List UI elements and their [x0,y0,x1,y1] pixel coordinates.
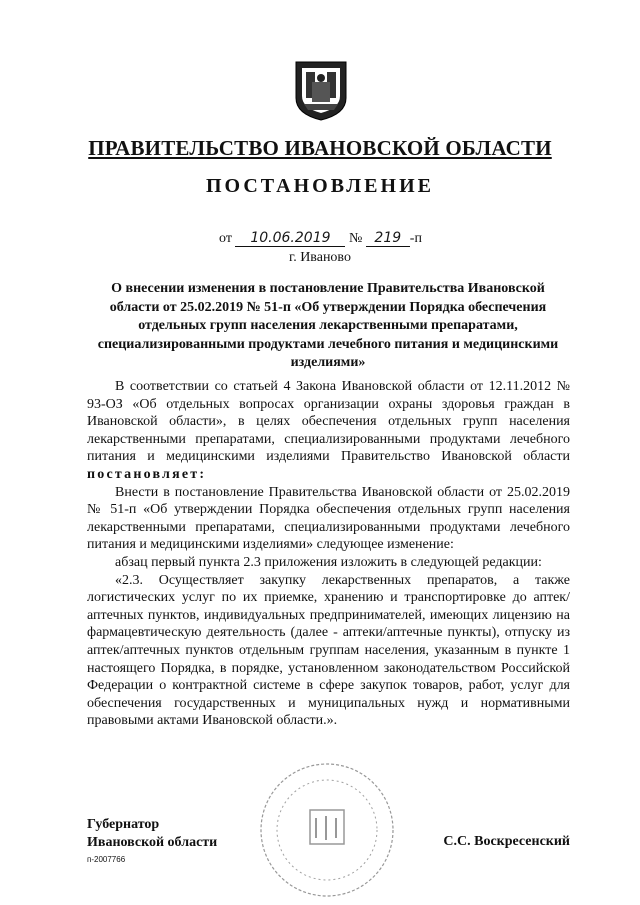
document-subject: О внесении изменения в постановление Правительства Ивановской области от 25.02.2019 № 51-п «Об утверждении Порядка обеспечения отдельных групп населения лекарственными препаратами, специализированными продуктами лечебного питания и медицинскими изделиями» [97,281,559,370]
signatory-title-line-1: Губернатор [87,817,160,832]
date-prefix: от [219,231,232,246]
preamble-text: В соответствии со статьей 4 Закона Ивановской области от 12.11.2012 № 93-ОЗ «Об отдельных вопросах организации охраны здоровья граждан в Ивановской области», в целях обеспечения отдельных групп населения лекарственными препаратами, специализированными продуктами лечебного питания и медицинскими изделиями Правительство Ивановской области [87,379,570,465]
document-type: ПОСТАНОВЛЕНИЕ [206,175,434,197]
body-paragraph-2: Внести в постановление Правительства Ивановской области от 25.02.2019 № 51-п «Об утверждении Порядка обеспечения отдельных групп населения лекарственными препаратами, специализированными продуктами лечебного питания и медицинскими изделиями» следующее изменение: [87,484,570,553]
organization-title: ПРАВИТЕЛЬСТВО ИВАНОВСКОЙ ОБЛАСТИ [88,136,552,160]
number-suffix: -п [409,231,422,246]
handwritten-number: 219 [366,230,410,247]
registration-number: п-2007766 [87,855,126,864]
signatory-title [87,816,217,852]
body-paragraph-1 [87,378,570,484]
signatory-name: С.С. Воскресенский [443,834,570,849]
document-body [87,378,570,730]
body-paragraph-3: абзац первый пункта 2.3 приложения изложить в следующей редакции: [115,554,542,570]
date-number-line [219,230,422,247]
number-prefix: № [348,231,363,246]
body-paragraph-4: «2.3. Осуществляет закупку лекарственных препаратов, а также логистических услуг по их приемке, хранению и транспортировке до аптек/аптечных пунктов, индивидуальных предпринимателей, имеющих лицензию на фармацевтическую деятельность (далее - аптеки/аптечные пункты), отпуску из аптек/аптечных пунктов отдельным группам населения, указанным в пункте 1 настоящего Порядка, в порядке, установленном законодательством Российской Федерации о контрактной системе в сфере закупок товаров, работ, услуг для обеспечения государственных и муниципальных нужд и нормативными правовыми актами Ивановской области.». [87,572,570,729]
handwritten-date: 10.06.2019 [235,230,345,247]
decree-word: постановляет: [87,466,207,482]
official-stamp-icon [252,758,402,903]
city: г. Иваново [289,250,351,265]
signatory-title-line-2: Ивановской области [87,835,218,850]
coat-of-arms-icon [290,58,352,122]
